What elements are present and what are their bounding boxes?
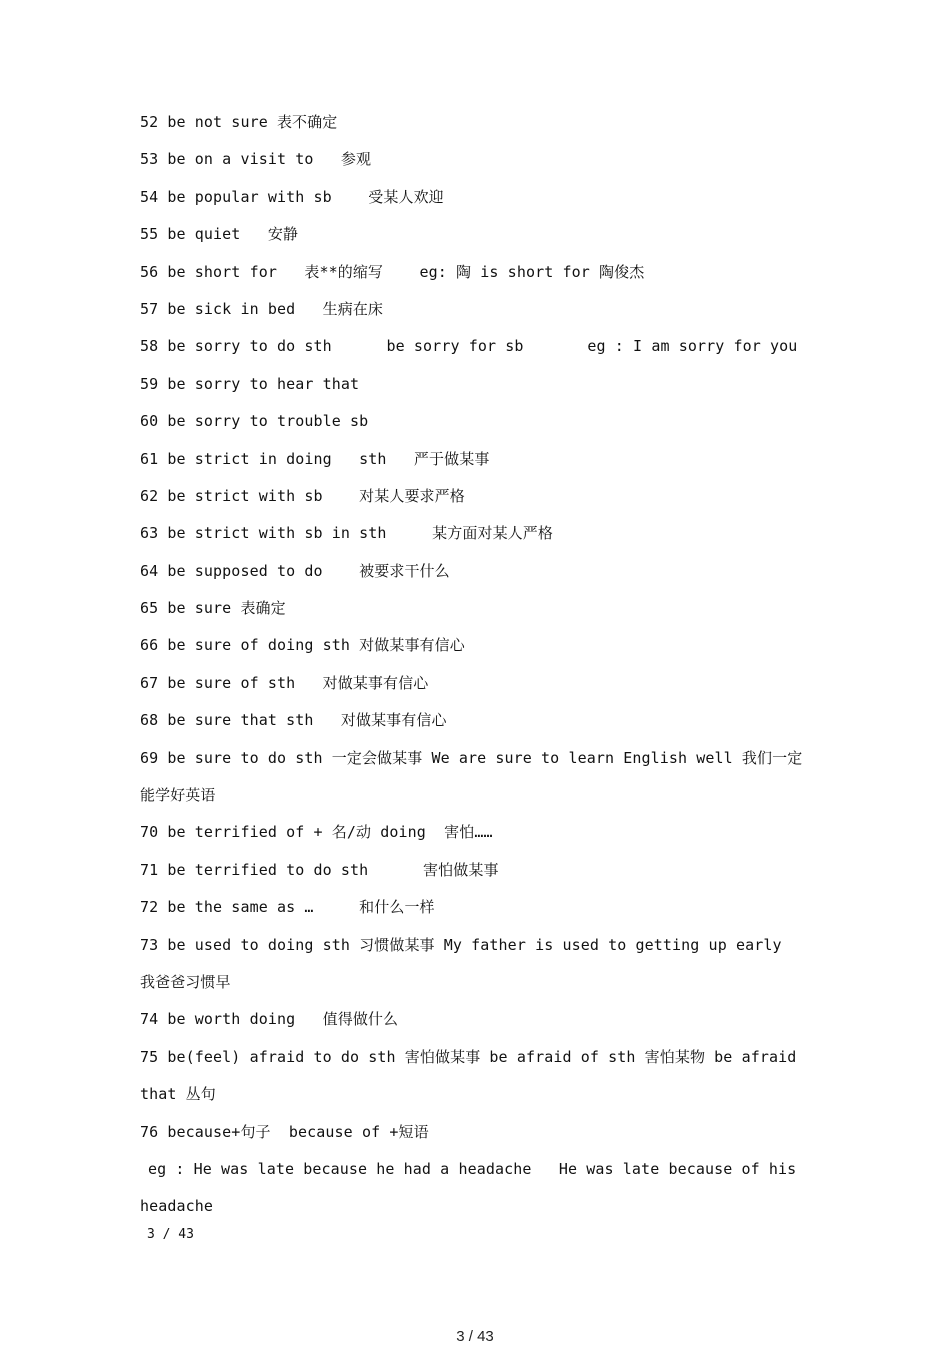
phrase-line-67: 67 be sure of sth 对做某事有信心 <box>140 673 429 692</box>
phrase-line-63: 63 be strict with sb in sth 某方面对某人严格 <box>140 524 553 543</box>
example-line-76-continued: headache <box>140 1197 214 1216</box>
phrase-line-58: 58 be sorry to do sth be sorry for sb eg : I am sorry for you <box>140 337 798 356</box>
page-number: 3 / 43 <box>456 1328 494 1345</box>
phrase-line-53: 53 be on a visit to 参观 <box>140 150 372 169</box>
phrase-line-56: 56 be short for 表**的缩写 eg: 陶 is short for 陶俊杰 <box>140 262 645 281</box>
phrase-line-55: 55 be quiet 安静 <box>140 225 299 244</box>
phrase-line-59: 59 be sorry to hear that <box>140 374 360 393</box>
phrase-line-66: 66 be sure of doing sth 对做某事有信心 <box>140 636 465 655</box>
phrase-line-69: 69 be sure to do sth 一定会做某事 We are sure to learn English well 我们一定 <box>140 748 803 767</box>
phrase-line-75: 75 be(feel) afraid to do sth 害怕做某事 be afraid of sth 害怕某物 be afraid <box>140 1047 797 1066</box>
inner-page-number: 3 / 43 <box>147 1227 194 1242</box>
example-line-76: eg : He was late because he had a headache He was late because of his <box>148 1159 797 1178</box>
phrase-line-52: 52 be not sure 表不确定 <box>140 113 338 131</box>
phrase-line-70: 70 be terrified of + 名/动 doing 害怕…… <box>140 823 493 842</box>
phrase-line-73: 73 be used to doing sth 习惯做某事 My father is used to getting up early <box>140 935 782 954</box>
phrase-line-74: 74 be worth doing 值得做什么 <box>140 1010 399 1029</box>
phrase-line-68: 68 be sure that sth 对做某事有信心 <box>140 711 447 730</box>
phrase-line-57: 57 be sick in bed 生病在床 <box>140 299 384 318</box>
phrase-line-60: 60 be sorry to trouble sb <box>140 412 369 431</box>
phrase-line-65: 65 be sure 表确定 <box>140 599 286 618</box>
phrase-line-62: 62 be strict with sb 对某人要求严格 <box>140 486 465 505</box>
phrase-line-64: 64 be supposed to do 被要求干什么 <box>140 561 450 580</box>
phrase-line-69-continued: 能学好英语 <box>140 786 216 805</box>
phrase-line-75-continued: that 丛句 <box>140 1085 216 1104</box>
phrase-line-73-continued: 我爸爸习惯早 <box>140 972 231 991</box>
phrase-list <box>140 111 820 1233</box>
phrase-line-61: 61 be strict in doing sth 严于做某事 <box>140 449 490 468</box>
phrase-line-76: 76 because+句子 because of +短语 <box>140 1122 429 1141</box>
phrase-line-72: 72 be the same as … 和什么一样 <box>140 898 435 917</box>
phrase-line-54: 54 be popular with sb 受某人欢迎 <box>140 187 444 206</box>
phrase-line-71: 71 be terrified to do sth 害怕做某事 <box>140 860 499 879</box>
